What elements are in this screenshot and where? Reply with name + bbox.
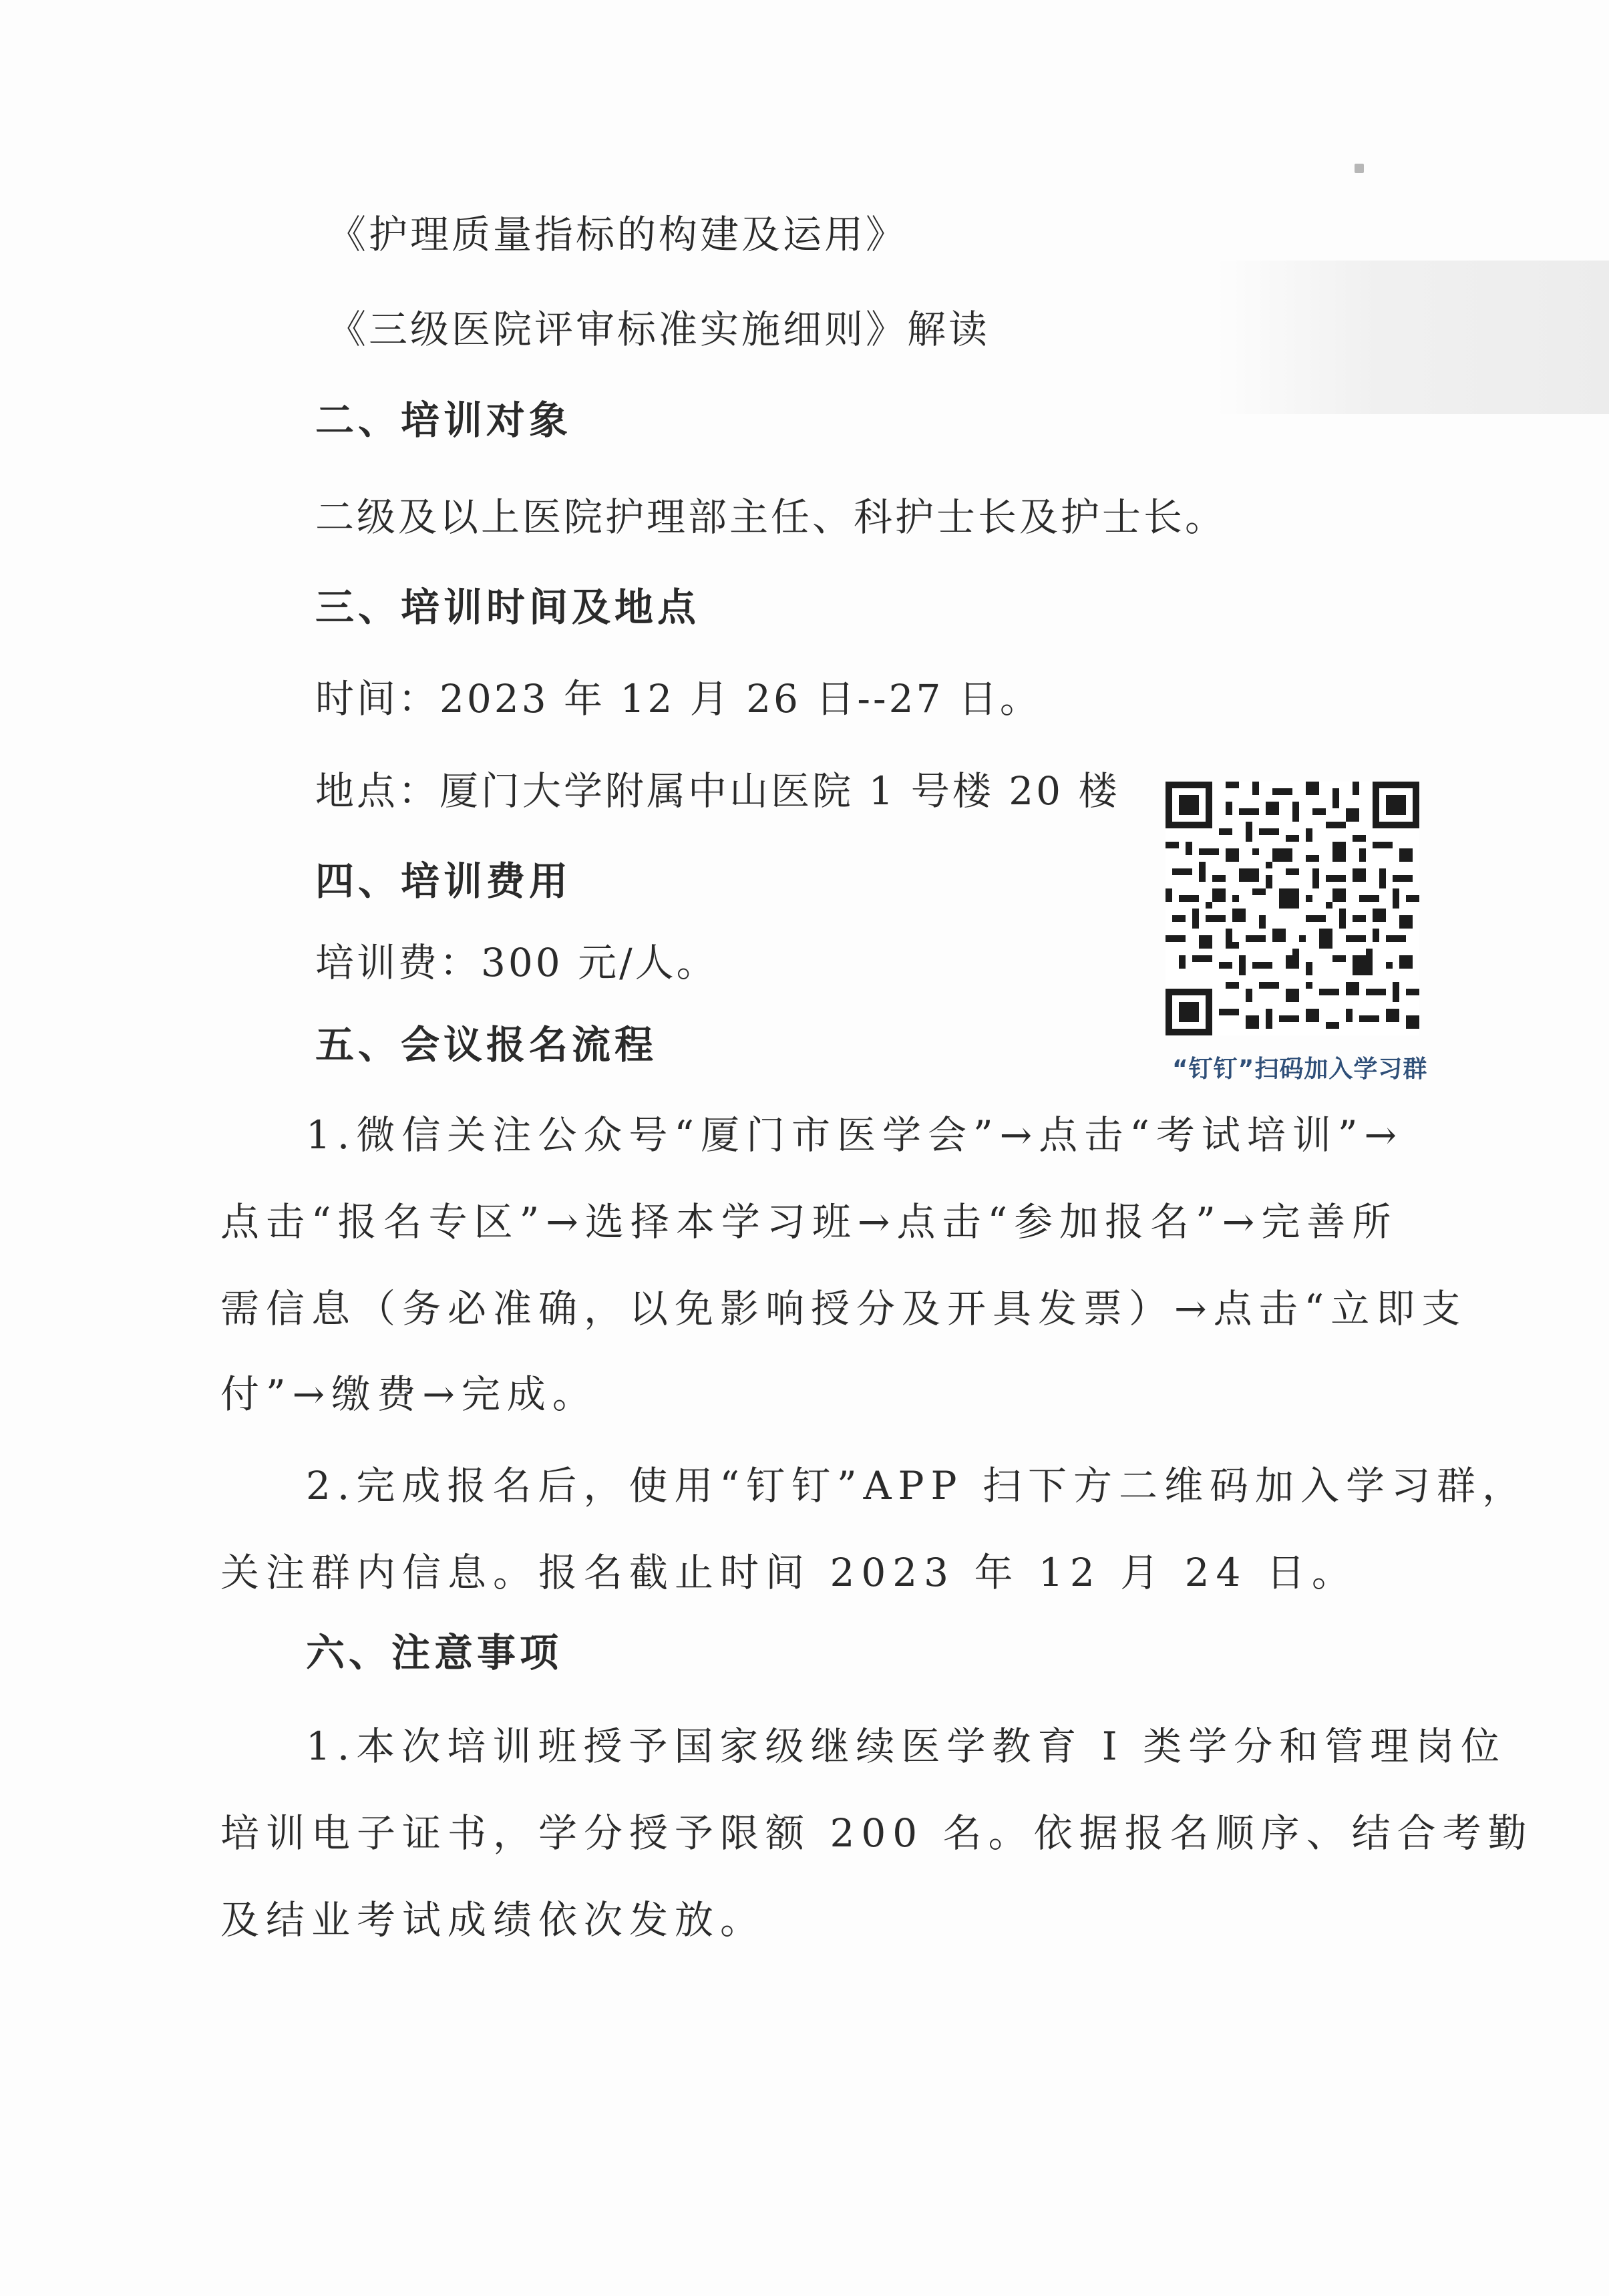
registration-step1-line2: 点击“报名专区”→选择本学习班→点击“参加报名”→完善所 [220, 1199, 1398, 1245]
registration-step2-line2: 关注群内信息。报名截止时间 2023 年 12 月 24 日。 [220, 1550, 1357, 1595]
course-title-2: 《三级医院评审标准实施细则》解读 [327, 307, 991, 352]
qr-code-icon [1166, 782, 1419, 1035]
trainees-text: 二级及以上医院护理部主任、科护士长及护士长。 [315, 494, 1227, 540]
training-fee: 培训费：300 元/人。 [315, 940, 718, 985]
notes-item1-line1: 1.本次培训班授予国家级继续医学教育 I 类学分和管理岗位 [306, 1724, 1507, 1769]
section-heading-time-place: 三、培训时间及地点 [315, 585, 701, 630]
section-heading-notes: 六、注意事项 [306, 1630, 563, 1675]
bleed-through-shadow [1216, 261, 1609, 414]
section-heading-registration: 五、会议报名流程 [315, 1022, 658, 1068]
registration-step1-line3: 需信息（务必准确，以免影响授分及开具发票）→点击“立即支 [220, 1286, 1467, 1331]
qr-caption: “钉钉”扫码加入学习群 [1172, 1055, 1428, 1083]
training-time: 时间：2023 年 12 月 26 日--27 日。 [315, 676, 1041, 721]
registration-step1-line4: 付”→缴费→完成。 [220, 1371, 598, 1417]
registration-step2-line1: 2.完成报名后，使用“钉钉”APP 扫下方二维码加入学习群， [306, 1463, 1528, 1508]
section-heading-fee: 四、培训费用 [315, 858, 572, 904]
scan-speck [1355, 164, 1364, 173]
training-location: 地点：厦门大学附属中山医院 1 号楼 20 楼 [315, 768, 1120, 814]
course-title-1: 《护理质量指标的构建及运用》 [327, 212, 908, 257]
notes-item1-line2: 培训电子证书，学分授予限额 200 名。依据报名顺序、结合考勤 [220, 1810, 1534, 1856]
section-heading-trainees: 二、培训对象 [315, 397, 572, 443]
notes-item1-line3: 及结业考试成绩依次发放。 [220, 1897, 766, 1943]
registration-step1-line1: 1.微信关注公众号“厦门市医学会”→点击“考试培训”→ [306, 1112, 1404, 1158]
